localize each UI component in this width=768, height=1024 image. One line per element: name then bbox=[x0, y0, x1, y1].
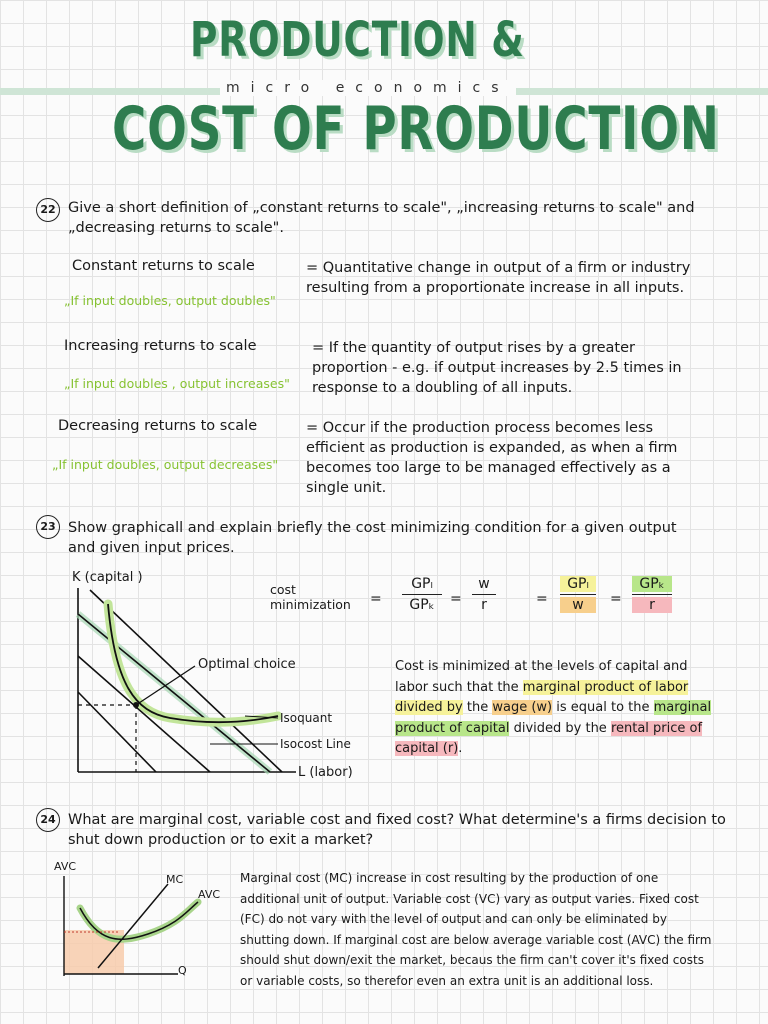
term-increasing: Increasing returns to scale bbox=[64, 338, 257, 354]
definition-increasing: = If the quantity of output rises by a greater proportion - e.g. if output increases by 2.5 times in response to a doubling of all inputs. bbox=[312, 340, 682, 396]
mc-curve bbox=[98, 884, 168, 968]
question-24-text: What are marginal cost, variable cost and fixed cost? What determine's a firms decision to shut down production or to exit a market? bbox=[68, 812, 726, 848]
question-number-23: 23 bbox=[36, 515, 60, 539]
formula-label: cost minimization bbox=[270, 582, 351, 612]
definition-decreasing: = Occur if the production process becomes less efficient as production is expanded, as when a firm becomes too large to be managed effectively as a single unit. bbox=[306, 420, 678, 496]
question-22-text: Give a short definition of „constant returns to scale", „increasing returns to scale" and „decreasing returns to scale". bbox=[68, 200, 695, 236]
page-title-line1: PRODUCTION & bbox=[190, 12, 525, 68]
isocost-line-2 bbox=[78, 656, 210, 772]
fraction-2-num: w bbox=[478, 576, 490, 592]
isocost-line-4 bbox=[90, 590, 282, 772]
formula-eq-1: = bbox=[370, 591, 382, 607]
highlight-mpl: marginal product of labor divided by bbox=[395, 679, 689, 715]
isoquant-graph bbox=[60, 584, 380, 784]
fraction-gpl-w bbox=[560, 576, 596, 613]
fraction-2-den: r bbox=[481, 597, 487, 613]
fraction-3-den: w bbox=[560, 597, 596, 613]
optimal-choice-label: Optimal choice bbox=[198, 657, 296, 672]
formula-eq-4: = bbox=[610, 591, 622, 607]
isocost-line-1 bbox=[78, 614, 270, 772]
highlight-wage: wage (w) bbox=[492, 700, 553, 715]
mc-label: MC bbox=[166, 873, 184, 886]
avc-curve-label: AVC bbox=[198, 888, 221, 901]
term-decreasing: Decreasing returns to scale bbox=[58, 418, 258, 434]
question-23-text: Show graphicall and explain briefly the cost minimizing condition for a given output and given input prices. bbox=[68, 520, 677, 556]
fraction-gpk-r bbox=[632, 576, 672, 613]
fraction-w-r bbox=[472, 576, 496, 613]
hint-increasing: „If input doubles , output increases" bbox=[64, 376, 290, 391]
definition-constant: = Quantitative change in output of a firm or industry resulting from a proportionate increase in all inputs. bbox=[306, 260, 691, 296]
page-title-line2: COST OF PRODUCTION bbox=[112, 94, 720, 164]
isoquant-label: Isoquant bbox=[280, 711, 333, 725]
formula-eq-3: = bbox=[536, 591, 548, 607]
fraction-4-den: r bbox=[632, 597, 672, 613]
graph2-y-label: AVC bbox=[54, 860, 77, 873]
question-number-24: 24 bbox=[36, 808, 60, 832]
graph1-x-label: L (labor) bbox=[298, 765, 353, 780]
hint-constant: „If input doubles, output doubles" bbox=[64, 293, 276, 308]
mc-avc-graph bbox=[58, 872, 221, 982]
fraction-1-den: GPₖ bbox=[409, 597, 435, 613]
fraction-1-num: GPₗ bbox=[411, 576, 433, 592]
fraction-4-num: GPₖ bbox=[632, 576, 672, 592]
hint-decreasing: „If input doubles, output decreases" bbox=[52, 457, 279, 472]
q24-answer: Marginal cost (MC) increase in cost resulting by the production of one additional unit of output. Variable cost (VC) vary as output varies. Fixed cost (FC) do not vary with the level of output and can only be eliminated by shutting down. If marginal cost are below average variable cost (AVC) the firm should shut down/exit the market, becaus the firm can't cover it's fixed costs or variable costs, so therefor even an extra unit is an additional loss. bbox=[240, 871, 712, 988]
highlight-rental: rental price of capital (r) bbox=[395, 720, 703, 756]
cost-min-explanation: Cost is minimized at the levels of capital and labor such that the marginal product of labor divided by the wage (w) is equal to the marginal product of capital divided by the rental price of capital (r). bbox=[395, 659, 712, 756]
question-number-22: 22 bbox=[36, 198, 60, 222]
graph1-y-label: K (capital ) bbox=[72, 570, 143, 585]
fraction-gpl-gpk bbox=[402, 576, 442, 613]
graph2-x-label: Q bbox=[178, 964, 187, 977]
highlight-mpk: marginal product of capital bbox=[395, 700, 712, 736]
term-constant: Constant returns to scale bbox=[72, 258, 255, 274]
fraction-3-num: GPₗ bbox=[560, 576, 596, 592]
formula-eq-2: = bbox=[450, 591, 462, 607]
page-subtitle: micro economics bbox=[220, 80, 516, 96]
isocost-label: Isocost Line bbox=[280, 737, 351, 751]
